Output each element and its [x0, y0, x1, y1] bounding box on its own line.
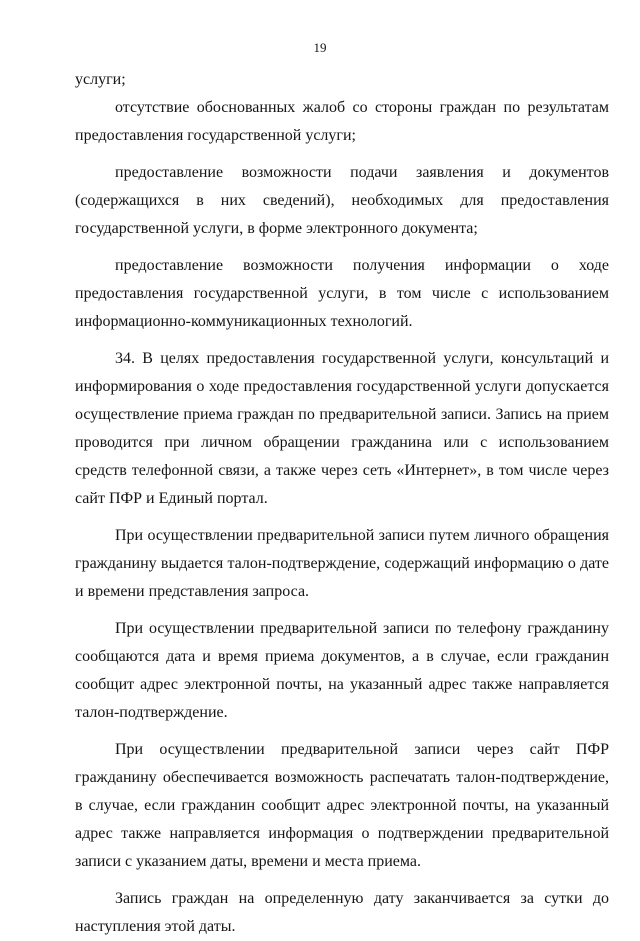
paragraph-9: Запись граждан на определенную дату заканчивается за сутки до наступления этой даты.	[75, 890, 609, 935]
paragraph-6: При осуществлении предварительной записи путем личного обращения гражданину выдается талон-подтверждение, содержащий информацию о дате и времени представления запроса.	[75, 527, 609, 600]
page-number: 19	[313, 40, 327, 55]
paragraph-2: отсутствие обоснованных жалоб со стороны граждан по результатам предоставления государственной услуги;	[75, 99, 609, 144]
paragraph-1: услуги;	[75, 71, 126, 88]
document-body	[75, 66, 609, 941]
paragraph-3: предоставление возможности подачи заявления и документов (содержащихся в них сведений), необходимых для предоставления государственной услуги, в форме электронного документа;	[75, 164, 609, 237]
paragraph-8: При осуществлении предварительной записи через сайт ПФР гражданину обеспечивается возможность распечатать талон-подтверждение, в случае, если гражданин сообщит адрес электронной почты, на указанный адрес также направляется информация о подтверждении предварительной записи с указанием даты, времени и места приема.	[75, 741, 609, 870]
paragraph-4: предоставление возможности получения информации о ходе предоставления государственной услуги, в том числе с использованием информационно-коммуникационных технологий.	[75, 257, 609, 330]
paragraph-7: При осуществлении предварительной записи по телефону гражданину сообщаются дата и время приема документов, а в случае, если гражданин сообщит адрес электронной почты, на указанный адрес также направляется талон-подтверждение.	[75, 620, 609, 721]
paragraph-5: 34. В целях предоставления государственной услуги, консультаций и информирования о ходе предоставления государственной услуги допускается осуществление приема граждан по предварительной записи. Запись на прием проводится при личном обращении гражданина или с использованием средств телефонной связи, а также через сеть «Интернет», в том числе через сайт ПФР и Единый портал.	[75, 350, 609, 507]
